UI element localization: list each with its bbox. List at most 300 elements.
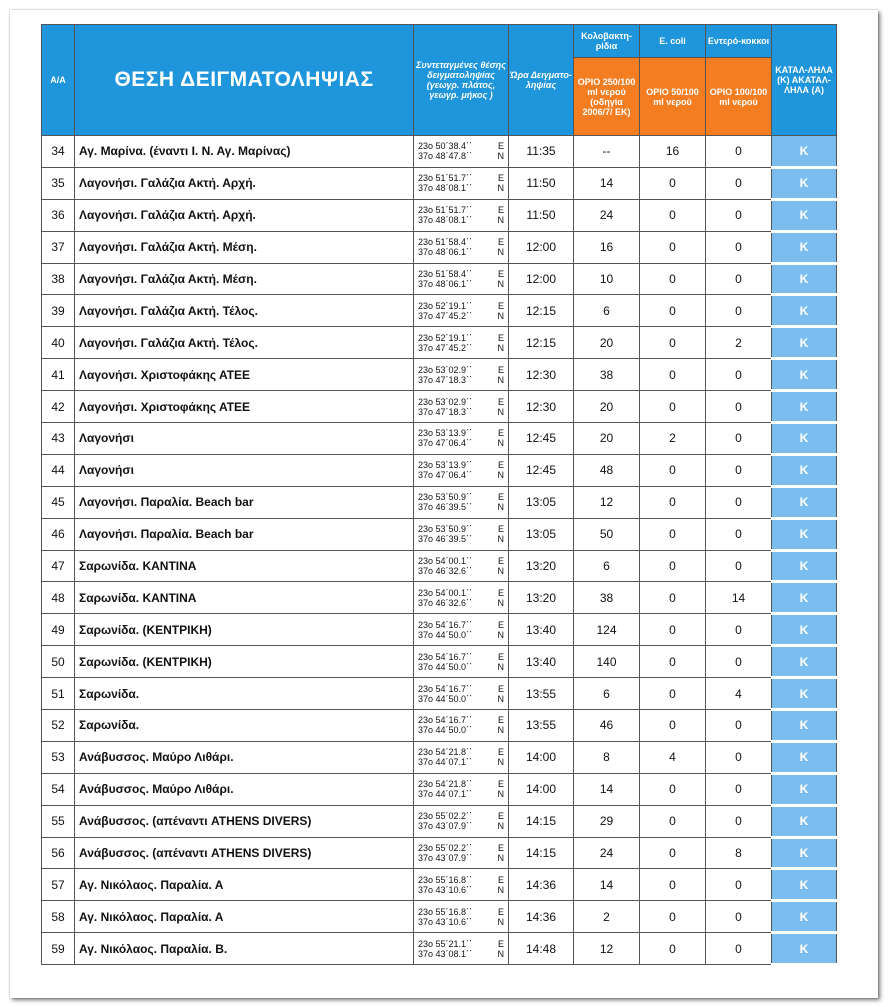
row-coordinates bbox=[414, 454, 509, 486]
coordinate-value: 23ο 55΄02.2΄΄ bbox=[418, 811, 473, 822]
row-coordinates bbox=[414, 231, 509, 263]
row-coordinates bbox=[414, 837, 509, 869]
row-coordinates bbox=[414, 423, 509, 455]
row-coordinates bbox=[414, 646, 509, 678]
coordinate-longitude bbox=[418, 620, 504, 630]
coordinate-value: 23ο 54΄16.7΄΄ bbox=[418, 715, 473, 726]
table-row bbox=[42, 359, 837, 391]
row-suitability-badge: Κ bbox=[772, 231, 837, 263]
coordinate-value: 37ο 44΄50.0΄΄ bbox=[418, 725, 473, 736]
coordinate-value: 23ο 51΄58.4΄΄ bbox=[418, 269, 473, 279]
coordinate-value: 37ο 43΄08.1΄΄ bbox=[418, 948, 473, 959]
coordinate-longitude bbox=[418, 684, 504, 694]
table-header bbox=[42, 25, 837, 136]
row-location: Λαγονήσι. Παραλία. Beach bar bbox=[75, 518, 414, 550]
coordinate-latitude bbox=[418, 215, 504, 225]
row-time: 14:00 bbox=[509, 741, 574, 773]
row-time: 11:35 bbox=[509, 136, 574, 168]
coordinate-direction: Ν bbox=[497, 247, 504, 258]
coordinate-value: 23ο 53΄13.9΄΄ bbox=[418, 460, 473, 471]
coordinate-latitude bbox=[418, 789, 504, 799]
row-ecoli: 0 bbox=[640, 869, 706, 901]
coordinate-direction: Ν bbox=[497, 279, 504, 289]
row-time: 11:50 bbox=[509, 199, 574, 231]
row-ecoli: 0 bbox=[640, 614, 706, 646]
header-limit-enterococci: ΟΡΙΟ 100/100 ml νερού bbox=[706, 58, 772, 136]
coordinate-direction: Ε bbox=[497, 906, 504, 917]
coordinate-longitude bbox=[418, 205, 504, 215]
row-number: 51 bbox=[42, 678, 75, 710]
row-coliforms: 50 bbox=[574, 518, 640, 550]
row-number: 39 bbox=[42, 295, 75, 327]
row-enterococci: 0 bbox=[706, 199, 772, 231]
row-enterococci: 0 bbox=[706, 869, 772, 901]
row-time: 13:55 bbox=[509, 710, 574, 742]
row-location: Σαρωνίδα. (ΚΕΝΤΡΙΚΗ) bbox=[75, 614, 414, 646]
coordinate-direction: Ν bbox=[497, 916, 504, 927]
row-time: 13:20 bbox=[509, 582, 574, 614]
coordinate-latitude bbox=[418, 853, 504, 863]
coordinate-direction: Ν bbox=[497, 757, 504, 768]
row-coordinates bbox=[414, 327, 509, 359]
coordinate-direction: Ε bbox=[497, 332, 504, 343]
coordinate-longitude bbox=[418, 428, 504, 438]
row-coordinates bbox=[414, 869, 509, 901]
row-time: 11:50 bbox=[509, 167, 574, 199]
coordinate-direction: Ν bbox=[497, 789, 504, 800]
coordinate-value: 23ο 54΄00.1΄΄ bbox=[418, 556, 473, 567]
row-time: 14:36 bbox=[509, 901, 574, 933]
row-ecoli: 0 bbox=[640, 263, 706, 295]
coordinate-direction: Ε bbox=[497, 396, 504, 407]
coordinate-latitude bbox=[418, 757, 504, 767]
row-ecoli: 0 bbox=[640, 901, 706, 933]
coordinate-latitude bbox=[418, 151, 504, 161]
row-enterococci: 2 bbox=[706, 327, 772, 359]
row-coordinates bbox=[414, 582, 509, 614]
coordinate-value: 37ο 48΄08.1΄΄ bbox=[418, 183, 473, 194]
row-suitability-badge: Κ bbox=[772, 486, 837, 518]
coordinate-value: 37ο 48΄06.1΄΄ bbox=[418, 279, 473, 289]
coordinate-latitude bbox=[418, 598, 504, 608]
row-time: 14:15 bbox=[509, 837, 574, 869]
coordinate-longitude bbox=[418, 779, 504, 789]
row-suitability-badge: Κ bbox=[772, 710, 837, 742]
row-time: 12:45 bbox=[509, 454, 574, 486]
row-number: 43 bbox=[42, 423, 75, 455]
row-location: Αγ. Μαρίνα. (έναντι Ι. Ν. Αγ. Μαρίνας) bbox=[75, 136, 414, 168]
row-coliforms: 20 bbox=[574, 327, 640, 359]
row-ecoli: 0 bbox=[640, 359, 706, 391]
coordinate-value: 37ο 46΄39.5΄΄ bbox=[418, 534, 473, 545]
row-coordinates bbox=[414, 805, 509, 837]
coordinate-value: 37ο 47΄18.3΄΄ bbox=[418, 374, 473, 385]
coordinate-value: 37ο 46΄32.6΄΄ bbox=[418, 597, 473, 608]
coordinate-direction: Ν bbox=[497, 310, 504, 321]
row-coliforms: 38 bbox=[574, 359, 640, 391]
row-suitability-badge: Κ bbox=[772, 199, 837, 231]
table-row bbox=[42, 518, 837, 550]
row-location: Λαγονήσι. Γαλάζια Ακτή. Αρχή. bbox=[75, 167, 414, 199]
row-coordinates bbox=[414, 359, 509, 391]
coordinate-value: 23ο 54΄16.7΄΄ bbox=[418, 619, 473, 630]
coordinate-direction: Ν bbox=[497, 502, 504, 513]
row-number: 37 bbox=[42, 231, 75, 263]
row-suitability-badge: Κ bbox=[772, 423, 837, 455]
row-time: 12:00 bbox=[509, 231, 574, 263]
coordinate-value: 23ο 55΄16.8΄΄ bbox=[418, 874, 473, 885]
coordinate-value: 23ο 52΄19.1΄΄ bbox=[418, 332, 473, 343]
row-location: Αγ. Νικόλαος. Παραλία. Β. bbox=[75, 933, 414, 965]
table-row bbox=[42, 486, 837, 518]
coordinate-latitude bbox=[418, 630, 504, 640]
coordinate-longitude bbox=[418, 365, 504, 375]
row-number: 46 bbox=[42, 518, 75, 550]
header-sampling-time: Ώρα Δειγματο-ληψίας bbox=[509, 25, 574, 136]
table-row bbox=[42, 933, 837, 965]
coordinate-longitude bbox=[418, 715, 504, 725]
row-coordinates bbox=[414, 614, 509, 646]
row-ecoli: 0 bbox=[640, 327, 706, 359]
coordinate-longitude bbox=[418, 237, 504, 247]
row-coliforms: 14 bbox=[574, 869, 640, 901]
coordinate-value: 37ο 44΄07.1΄΄ bbox=[418, 789, 473, 800]
table-row bbox=[42, 231, 837, 263]
row-coliforms: 20 bbox=[574, 423, 640, 455]
row-location: Σαρωνίδα. bbox=[75, 710, 414, 742]
row-location: Σαρωνίδα. bbox=[75, 678, 414, 710]
row-location: Λαγονήσι. Γαλάζια Ακτή. Αρχή. bbox=[75, 199, 414, 231]
row-location: Λαγονήσι. Παραλία. Beach bar bbox=[75, 486, 414, 518]
row-location: Λαγονήσι bbox=[75, 423, 414, 455]
table-row bbox=[42, 295, 837, 327]
coordinate-latitude bbox=[418, 566, 504, 576]
coordinate-direction: Ν bbox=[497, 661, 504, 672]
table-row bbox=[42, 710, 837, 742]
sampling-results-table bbox=[41, 24, 837, 966]
coordinate-latitude bbox=[418, 694, 504, 704]
coordinate-direction: Ε bbox=[497, 843, 504, 854]
coordinate-direction: Ε bbox=[497, 237, 504, 248]
row-suitability-badge: Κ bbox=[772, 136, 837, 168]
row-location: Λαγονήσι. Γαλάζια Ακτή. Μέση. bbox=[75, 263, 414, 295]
coordinate-value: 23ο 53΄13.9΄΄ bbox=[418, 428, 473, 439]
row-time: 13:05 bbox=[509, 486, 574, 518]
row-time: 12:30 bbox=[509, 391, 574, 423]
row-suitability-badge: Κ bbox=[772, 869, 837, 901]
coordinate-value: 37ο 47΄45.2΄΄ bbox=[418, 310, 473, 321]
row-number: 45 bbox=[42, 486, 75, 518]
coordinate-value: 23ο 53΄02.9΄΄ bbox=[418, 364, 473, 375]
row-suitability-badge: Κ bbox=[772, 167, 837, 199]
coordinate-latitude bbox=[418, 821, 504, 831]
row-suitability-badge: Κ bbox=[772, 614, 837, 646]
row-time: 12:45 bbox=[509, 423, 574, 455]
coordinate-direction: Ε bbox=[497, 811, 504, 822]
row-number: 57 bbox=[42, 869, 75, 901]
coordinate-value: 23ο 54΄16.7΄΄ bbox=[418, 683, 473, 694]
coordinate-longitude bbox=[418, 556, 504, 566]
row-suitability-badge: Κ bbox=[772, 295, 837, 327]
coordinate-direction: Ν bbox=[497, 151, 504, 162]
coordinate-longitude bbox=[418, 492, 504, 502]
coordinate-longitude bbox=[418, 397, 504, 407]
row-suitability-badge: Κ bbox=[772, 391, 837, 423]
row-coordinates bbox=[414, 678, 509, 710]
coordinate-latitude bbox=[418, 534, 504, 544]
coordinate-latitude bbox=[418, 662, 504, 672]
row-coliforms: 140 bbox=[574, 646, 640, 678]
row-location: Αγ. Νικόλαος. Παραλία. Α bbox=[75, 901, 414, 933]
table-row bbox=[42, 646, 837, 678]
row-ecoli: 0 bbox=[640, 167, 706, 199]
coordinate-direction: Ε bbox=[497, 619, 504, 630]
row-suitability-badge: Κ bbox=[772, 582, 837, 614]
row-time: 14:00 bbox=[509, 773, 574, 805]
table-body bbox=[42, 136, 837, 965]
row-time: 13:05 bbox=[509, 518, 574, 550]
row-coliforms: 6 bbox=[574, 295, 640, 327]
row-enterococci: 0 bbox=[706, 805, 772, 837]
coordinate-longitude bbox=[418, 747, 504, 757]
coordinate-value: 23ο 53΄50.9΄΄ bbox=[418, 492, 473, 503]
row-enterococci: 0 bbox=[706, 901, 772, 933]
coordinate-value: 23ο 54΄21.8΄΄ bbox=[418, 779, 473, 790]
row-ecoli: 0 bbox=[640, 678, 706, 710]
coordinate-longitude bbox=[418, 939, 504, 949]
coordinate-longitude bbox=[418, 460, 504, 470]
row-enterococci: 0 bbox=[706, 167, 772, 199]
row-suitability-badge: Κ bbox=[772, 359, 837, 391]
coordinate-value: 37ο 47΄18.3΄΄ bbox=[418, 406, 473, 417]
row-enterococci: 0 bbox=[706, 295, 772, 327]
row-coordinates bbox=[414, 391, 509, 423]
row-time: 13:20 bbox=[509, 550, 574, 582]
header-coliforms: Κολοβακτη-ρίδια bbox=[574, 25, 640, 58]
coordinate-direction: Ε bbox=[497, 683, 504, 694]
coordinate-direction: Ε bbox=[497, 364, 504, 375]
row-coliforms: 24 bbox=[574, 199, 640, 231]
row-coliforms: -- bbox=[574, 136, 640, 168]
row-location: Ανάβυσσος. (απέναντι ATHENS DIVERS) bbox=[75, 805, 414, 837]
coordinate-direction: Ε bbox=[497, 205, 504, 216]
coordinate-direction: Ε bbox=[497, 874, 504, 885]
row-location: Λαγονήσι. Χριστοφάκης ΑΤΕΕ bbox=[75, 391, 414, 423]
row-enterococci: 14 bbox=[706, 582, 772, 614]
coordinate-direction: Ε bbox=[497, 492, 504, 503]
table-row bbox=[42, 167, 837, 199]
coordinate-direction: Ν bbox=[497, 342, 504, 353]
row-ecoli: 0 bbox=[640, 199, 706, 231]
coordinate-latitude bbox=[418, 311, 504, 321]
row-coliforms: 46 bbox=[574, 710, 640, 742]
coordinate-direction: Ν bbox=[497, 693, 504, 704]
row-coordinates bbox=[414, 550, 509, 582]
table-row bbox=[42, 901, 837, 933]
row-enterococci: 0 bbox=[706, 136, 772, 168]
coordinate-direction: Ε bbox=[497, 300, 504, 311]
table-row bbox=[42, 391, 837, 423]
row-ecoli: 0 bbox=[640, 231, 706, 263]
row-suitability-badge: Κ bbox=[772, 263, 837, 295]
row-enterococci: 0 bbox=[706, 231, 772, 263]
row-ecoli: 0 bbox=[640, 550, 706, 582]
header-limit-ecoli: ΟΡΙΟ 50/100 ml νερού bbox=[640, 58, 706, 136]
coordinate-latitude bbox=[418, 725, 504, 735]
row-enterococci: 0 bbox=[706, 454, 772, 486]
row-time: 12:00 bbox=[509, 263, 574, 295]
coordinate-direction: Ν bbox=[497, 597, 504, 608]
row-coliforms: 10 bbox=[574, 263, 640, 295]
coordinate-longitude bbox=[418, 907, 504, 917]
coordinate-value: 37ο 48΄47.8΄΄ bbox=[418, 151, 473, 162]
coordinate-longitude bbox=[418, 141, 504, 151]
table-row bbox=[42, 136, 837, 168]
row-enterococci: 0 bbox=[706, 518, 772, 550]
row-enterococci: 0 bbox=[706, 359, 772, 391]
coordinate-direction: Ν bbox=[497, 725, 504, 736]
coordinate-latitude bbox=[418, 885, 504, 895]
row-suitability-badge: Κ bbox=[772, 773, 837, 805]
coordinate-latitude bbox=[418, 470, 504, 480]
header-limit-coliforms: ΟΡΙΟ 250/100 ml νερού (οδηγία 2006/7/ ΕΚ) bbox=[574, 58, 640, 136]
row-number: 56 bbox=[42, 837, 75, 869]
row-ecoli: 0 bbox=[640, 646, 706, 678]
row-location: Σαρωνίδα. (ΚΕΝΤΡΙΚΗ) bbox=[75, 646, 414, 678]
coordinate-latitude bbox=[418, 247, 504, 257]
row-location: Ανάβυσσος. Μαύρο Λιθάρι. bbox=[75, 741, 414, 773]
row-coliforms: 14 bbox=[574, 167, 640, 199]
row-number: 41 bbox=[42, 359, 75, 391]
header-sampling-location: ΘΕΣΗ ΔΕΙΓΜΑΤΟΛΗΨΙΑΣ bbox=[75, 25, 414, 136]
row-enterococci: 0 bbox=[706, 933, 772, 965]
row-location: Σαρωνίδα. ΚΑΝΤΙΝΑ bbox=[75, 582, 414, 614]
coordinate-value: 37ο 43΄07.9΄΄ bbox=[418, 853, 473, 864]
row-number: 54 bbox=[42, 773, 75, 805]
coordinate-value: 37ο 44΄50.0΄΄ bbox=[418, 661, 473, 672]
coordinate-value: 23ο 52΄19.1΄΄ bbox=[418, 300, 473, 311]
row-suitability-badge: Κ bbox=[772, 901, 837, 933]
coordinate-direction: Ε bbox=[497, 556, 504, 567]
coordinate-value: 37ο 48΄08.1΄΄ bbox=[418, 215, 473, 226]
row-coordinates bbox=[414, 199, 509, 231]
coordinate-direction: Ε bbox=[497, 173, 504, 184]
row-enterococci: 8 bbox=[706, 837, 772, 869]
coordinate-direction: Ε bbox=[497, 938, 504, 949]
coordinate-direction: Ε bbox=[497, 587, 504, 598]
coordinate-direction: Ε bbox=[497, 428, 504, 439]
coordinate-latitude bbox=[418, 438, 504, 448]
coordinate-longitude bbox=[418, 875, 504, 885]
coordinate-latitude bbox=[418, 407, 504, 417]
row-time: 13:40 bbox=[509, 646, 574, 678]
table-row bbox=[42, 423, 837, 455]
row-ecoli: 0 bbox=[640, 837, 706, 869]
row-number: 53 bbox=[42, 741, 75, 773]
row-number: 59 bbox=[42, 933, 75, 965]
row-coliforms: 20 bbox=[574, 391, 640, 423]
row-suitability-badge: Κ bbox=[772, 933, 837, 965]
coordinate-value: 23ο 51΄51.7΄΄ bbox=[418, 205, 473, 216]
row-number: 44 bbox=[42, 454, 75, 486]
row-ecoli: 2 bbox=[640, 423, 706, 455]
row-number: 50 bbox=[42, 646, 75, 678]
coordinate-latitude bbox=[418, 949, 504, 959]
row-location: Λαγονήσι. Γαλάζια Ακτή. Μέση. bbox=[75, 231, 414, 263]
table-row bbox=[42, 550, 837, 582]
row-number: 52 bbox=[42, 710, 75, 742]
row-ecoli: 0 bbox=[640, 486, 706, 518]
row-number: 58 bbox=[42, 901, 75, 933]
row-number: 40 bbox=[42, 327, 75, 359]
row-coliforms: 24 bbox=[574, 837, 640, 869]
coordinate-value: 23ο 51΄51.7΄΄ bbox=[418, 173, 473, 184]
coordinate-direction: Ν bbox=[497, 821, 504, 832]
row-enterococci: 0 bbox=[706, 263, 772, 295]
coordinate-direction: Ε bbox=[497, 460, 504, 471]
row-ecoli: 16 bbox=[640, 136, 706, 168]
row-enterococci: 0 bbox=[706, 550, 772, 582]
coordinate-value: 23ο 55΄21.1΄΄ bbox=[418, 938, 473, 949]
coordinate-longitude bbox=[418, 333, 504, 343]
coordinate-direction: Ν bbox=[497, 438, 504, 449]
coordinate-value: 23ο 55΄02.2΄΄ bbox=[418, 843, 473, 854]
coordinate-direction: Ν bbox=[497, 566, 504, 577]
coordinate-value: 37ο 47΄45.2΄΄ bbox=[418, 342, 473, 353]
coordinate-value: 23ο 54΄00.1΄΄ bbox=[418, 587, 473, 598]
row-suitability-badge: Κ bbox=[772, 678, 837, 710]
row-ecoli: 0 bbox=[640, 391, 706, 423]
coordinate-direction: Ν bbox=[497, 215, 504, 226]
row-location: Σαρωνίδα. ΚΑΝΤΙΝΑ bbox=[75, 550, 414, 582]
row-ecoli: 0 bbox=[640, 454, 706, 486]
coordinate-latitude bbox=[418, 375, 504, 385]
row-enterococci: 0 bbox=[706, 741, 772, 773]
table-row bbox=[42, 805, 837, 837]
coordinate-direction: Ε bbox=[497, 715, 504, 726]
coordinate-direction: Ε bbox=[497, 747, 504, 758]
row-time: 13:40 bbox=[509, 614, 574, 646]
row-coliforms: 6 bbox=[574, 678, 640, 710]
row-suitability-badge: Κ bbox=[772, 646, 837, 678]
row-number: 36 bbox=[42, 199, 75, 231]
coordinate-direction: Ε bbox=[497, 779, 504, 790]
coordinate-direction: Ν bbox=[497, 853, 504, 864]
row-coliforms: 16 bbox=[574, 231, 640, 263]
coordinate-longitude bbox=[418, 269, 504, 279]
coordinate-value: 37ο 46΄39.5΄΄ bbox=[418, 502, 473, 513]
coordinate-latitude bbox=[418, 917, 504, 927]
row-coordinates bbox=[414, 486, 509, 518]
row-ecoli: 0 bbox=[640, 295, 706, 327]
coordinate-direction: Ν bbox=[497, 374, 504, 385]
row-enterococci: 0 bbox=[706, 646, 772, 678]
coordinate-value: 23ο 53΄02.9΄΄ bbox=[418, 396, 473, 407]
row-coordinates bbox=[414, 136, 509, 168]
row-ecoli: 0 bbox=[640, 933, 706, 965]
row-time: 14:15 bbox=[509, 805, 574, 837]
row-ecoli: 4 bbox=[640, 741, 706, 773]
table-row bbox=[42, 869, 837, 901]
coordinate-direction: Ν bbox=[497, 948, 504, 959]
row-number: 48 bbox=[42, 582, 75, 614]
row-coliforms: 8 bbox=[574, 741, 640, 773]
row-suitability-badge: Κ bbox=[772, 837, 837, 869]
row-suitability-badge: Κ bbox=[772, 454, 837, 486]
row-coordinates bbox=[414, 741, 509, 773]
coordinate-latitude bbox=[418, 279, 504, 289]
coordinate-value: 23ο 55΄16.8΄΄ bbox=[418, 906, 473, 917]
